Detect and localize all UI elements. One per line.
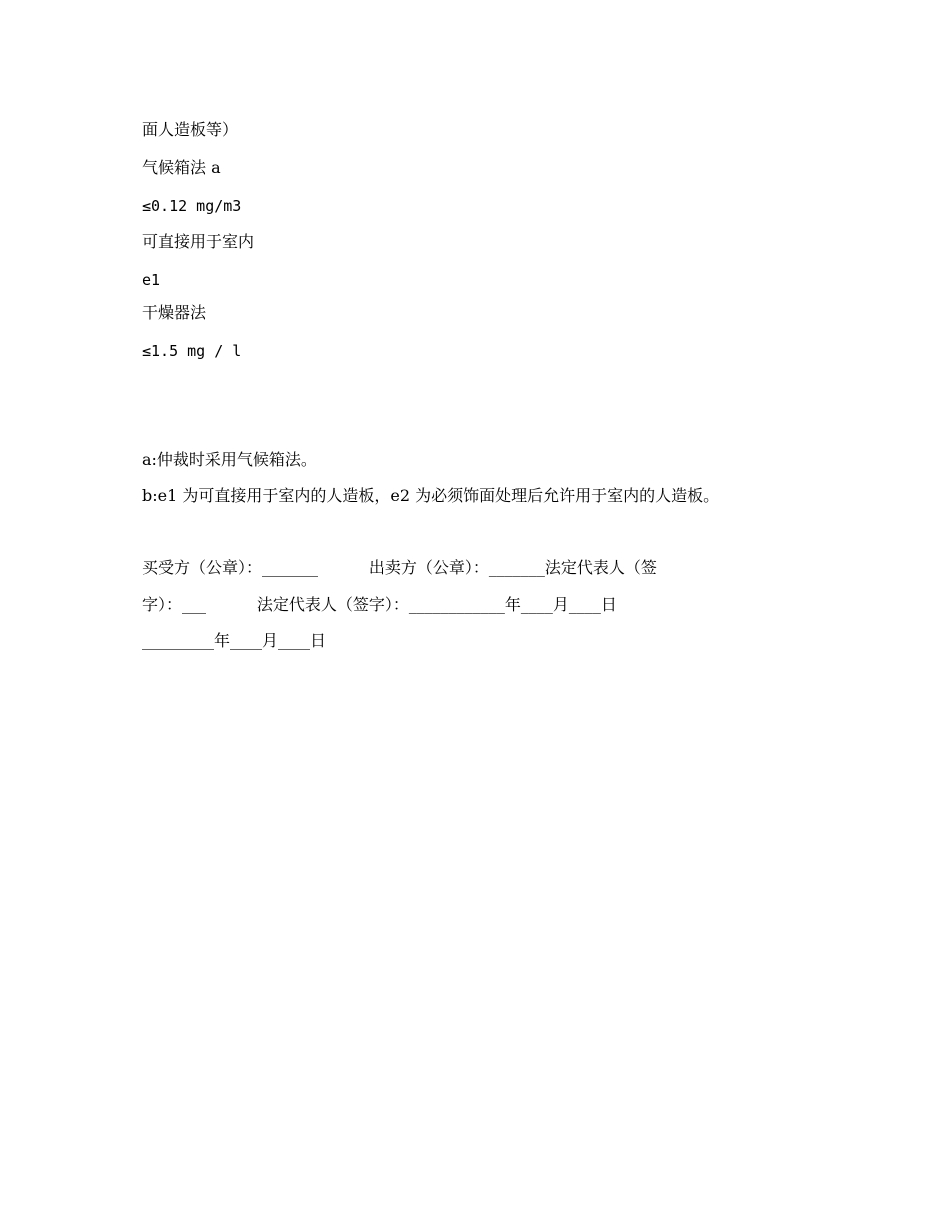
footnote-b: b:e1 为可直接用于室内的人造板，e2 为必须饰面处理后允许用于室内的人造板。 — [142, 486, 720, 505]
table-cell-limit-desiccator: ≤1.5 mg / l — [142, 342, 242, 360]
table-cell-limit-climate-chamber: ≤0.12 mg/m3 — [142, 197, 242, 215]
table-cell-material-note: 面人造板等） — [142, 120, 239, 139]
footnote-a: a:仲裁时采用气候箱法。 — [142, 450, 317, 469]
table-cell-grade-e1: e1 — [142, 271, 161, 289]
table-cell-test-method-desiccator: 干燥器法 — [142, 303, 207, 322]
signature-line-2: 字）：___ 法定代表人（签字）：____________年____月____日 — [142, 595, 617, 614]
signature-line-3: _________年____月____日 — [142, 631, 327, 650]
table-cell-test-method-climate-chamber: 气候箱法 a — [142, 158, 221, 177]
table-cell-usage-indoor: 可直接用于室内 — [142, 232, 255, 251]
signature-line-1: 买受方（公章）：_______ 出卖方（公章）：_______法定代表人（签 — [142, 558, 657, 577]
